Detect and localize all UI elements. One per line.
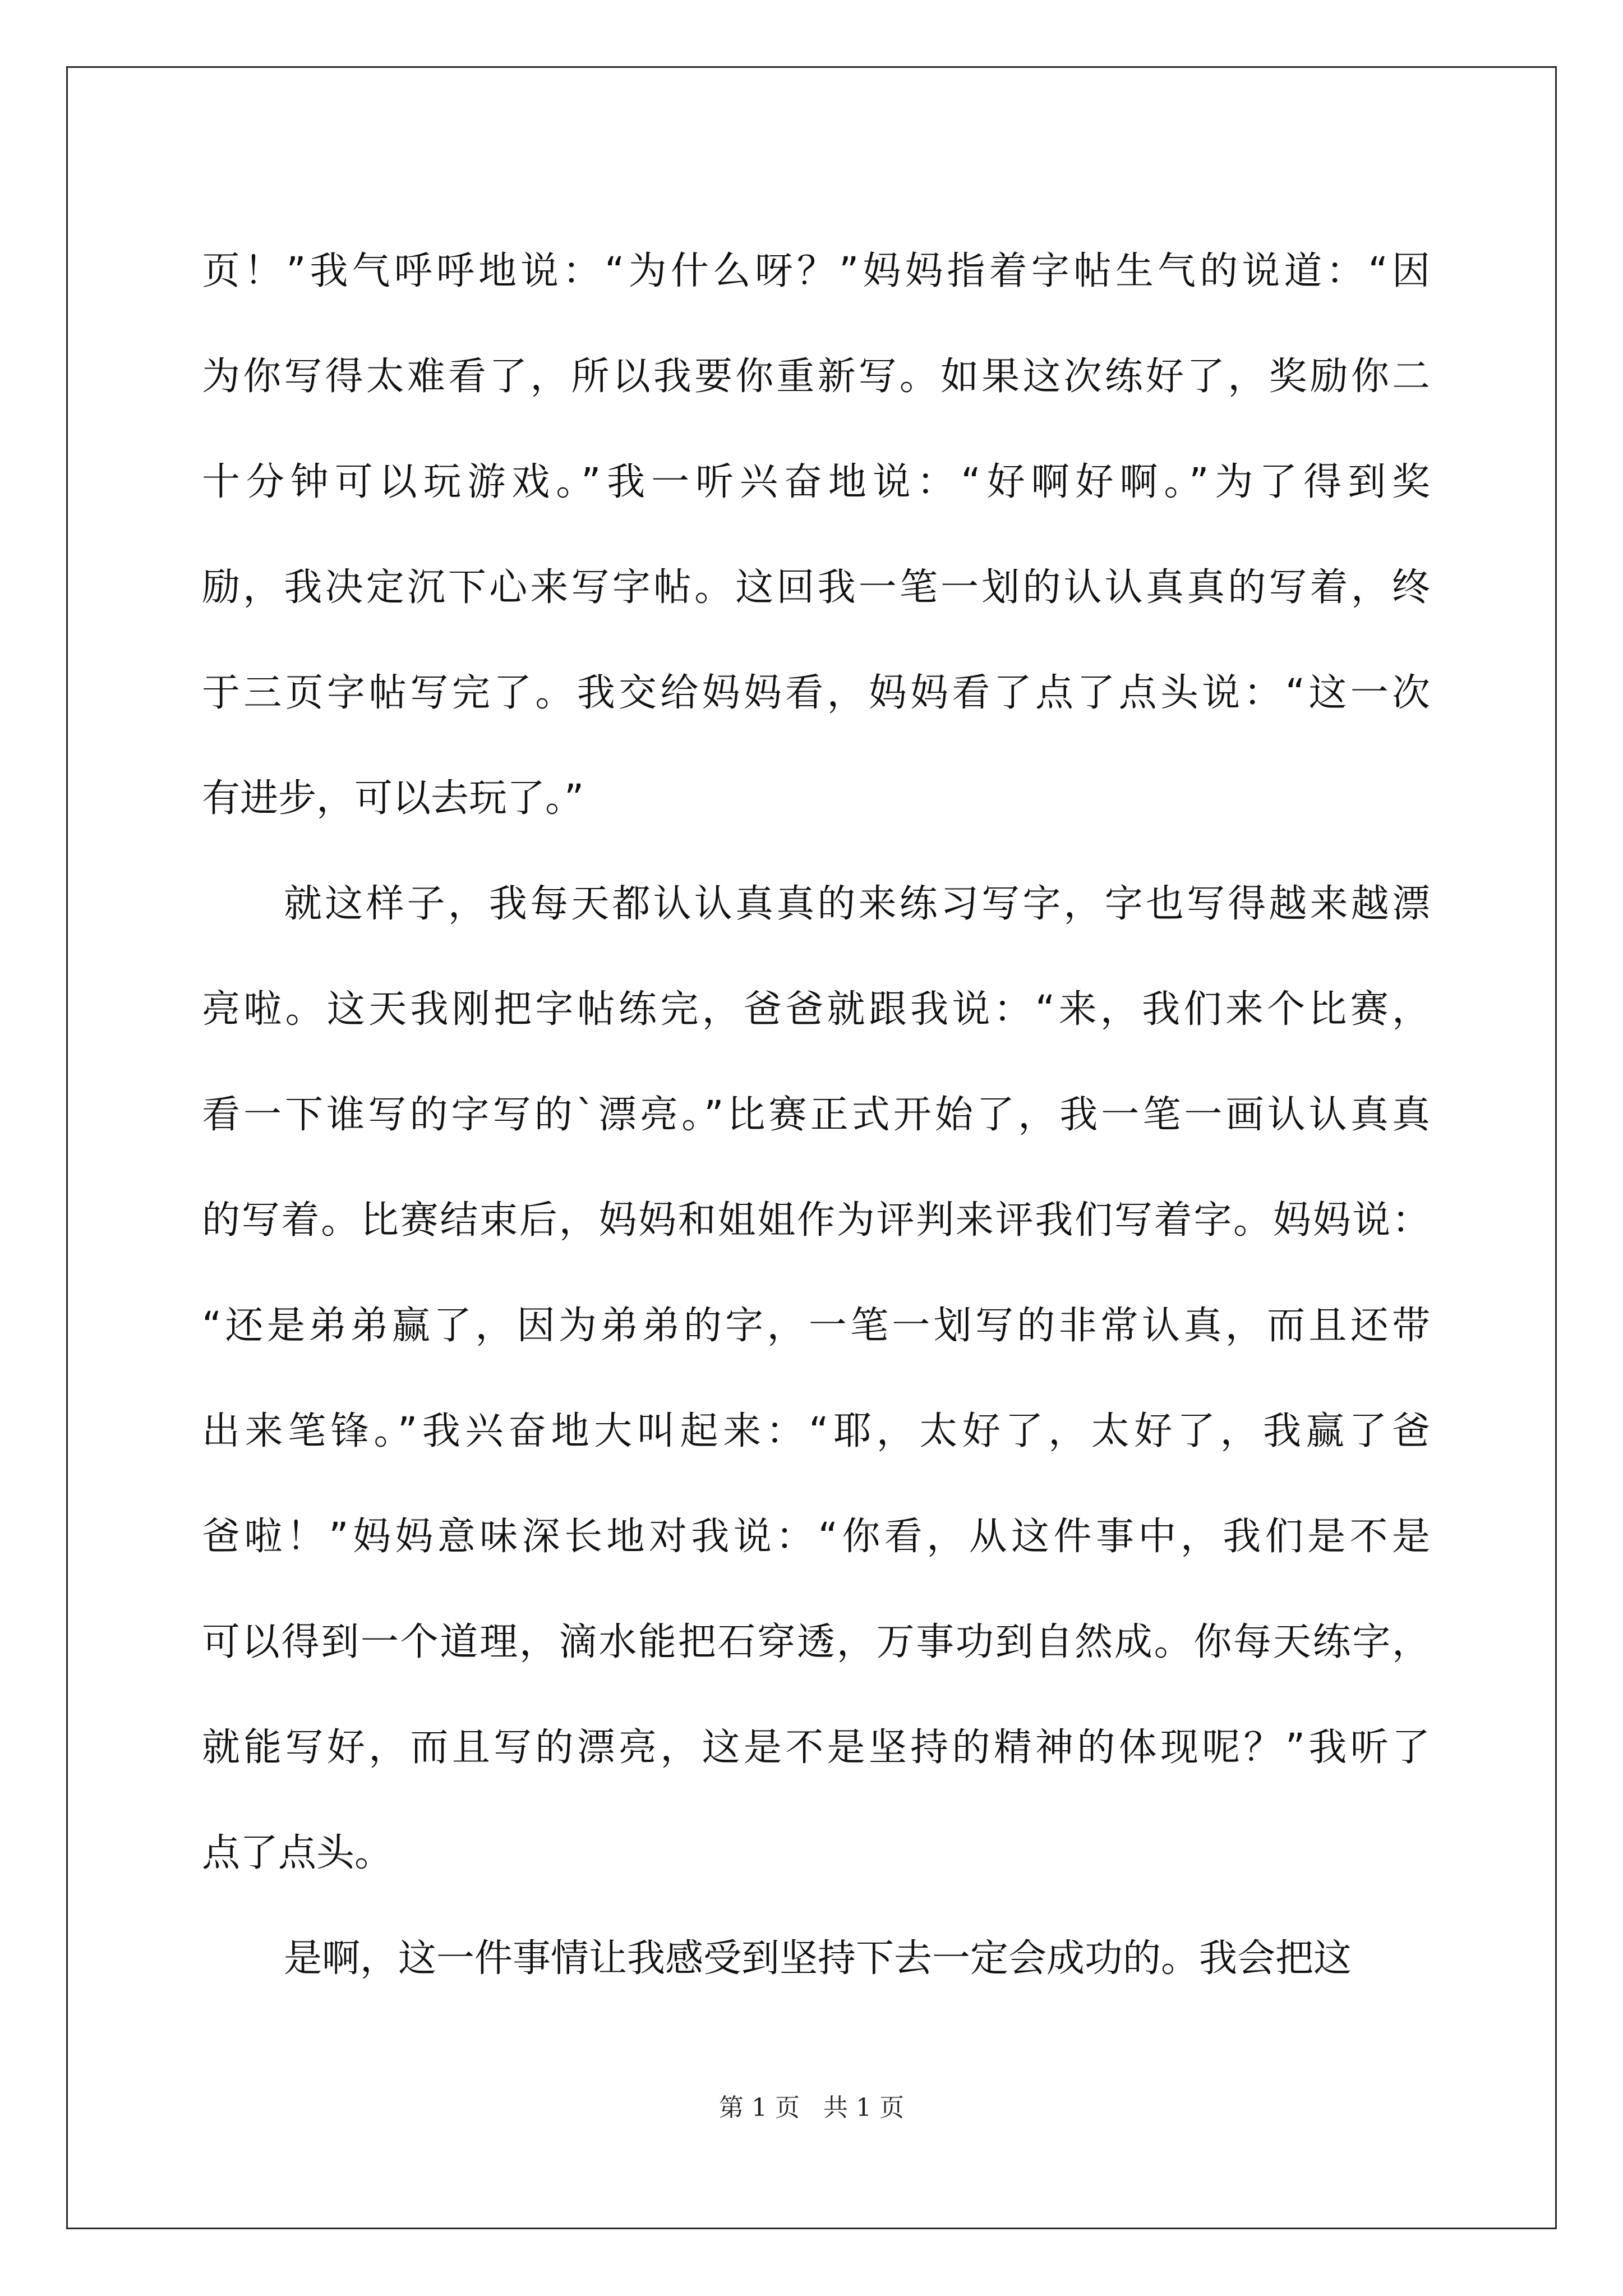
document-body <box>202 219 1430 2012</box>
text-line: 就能写好，而且写的漂亮，这是不是坚持的精神的体现呢？”我听了 <box>202 1726 1430 1770</box>
text-line: 可以得到一个道理，滴水能把石穿透，万事功到自然成。你每天练字， <box>202 1620 1430 1664</box>
text-line: 页！”我气呼呼地说：“为什么呀？”妈妈指着字帖生气的说道：“因 <box>202 249 1430 293</box>
paragraph-first-line: 是啊，这一件事情让我感受到坚持下去一定会成功的。我会把这 <box>284 1936 1352 1981</box>
text-line: 有进步，可以去玩了。” <box>202 776 584 821</box>
text-line: 于三页字帖写完了。我交给妈妈看，妈妈看了点了点头说：“这一次 <box>202 671 1430 715</box>
text-line: 出来笔锋。”我兴奋地大叫起来：“耶，太好了，太好了，我赢了爸 <box>202 1409 1430 1453</box>
text-line: 十分钟可以玩游戏。”我一听兴奋地说：“好啊好啊。”为了得到奖 <box>202 460 1430 504</box>
text-line: 励，我决定沉下心来写字帖。这回我一笔一划的认认真真的写着，终 <box>202 565 1430 610</box>
text-line: 看一下谁写的字写的`漂亮。”比赛正式开始了，我一笔一画认认真真 <box>202 1093 1430 1137</box>
text-line: “还是弟弟赢了，因为弟弟的字，一笔一划写的非常认真，而且还带 <box>202 1304 1430 1348</box>
text-line: 点了点头。 <box>202 1831 393 1875</box>
text-line: 亮啦。这天我刚把字帖练完，爸爸就跟我说：“来，我们来个比赛， <box>202 987 1430 1032</box>
text-line: 爸啦！”妈妈意味深长地对我说：“你看，从这件事中，我们是不是 <box>202 1515 1430 1559</box>
paragraph-first-line: 就这样子，我每天都认认真真的来练习写字，字也写得越来越漂 <box>284 882 1430 926</box>
page-number-footer: 第 1 页 共 1 页 <box>719 2093 904 2122</box>
text-line: 为你写得太难看了，所以我要你重新写。如果这次练好了，奖励你二 <box>202 355 1430 399</box>
text-line: 的写着。比赛结束后，妈妈和姐姐作为评判来评我们写着字。妈妈说： <box>202 1198 1430 1243</box>
